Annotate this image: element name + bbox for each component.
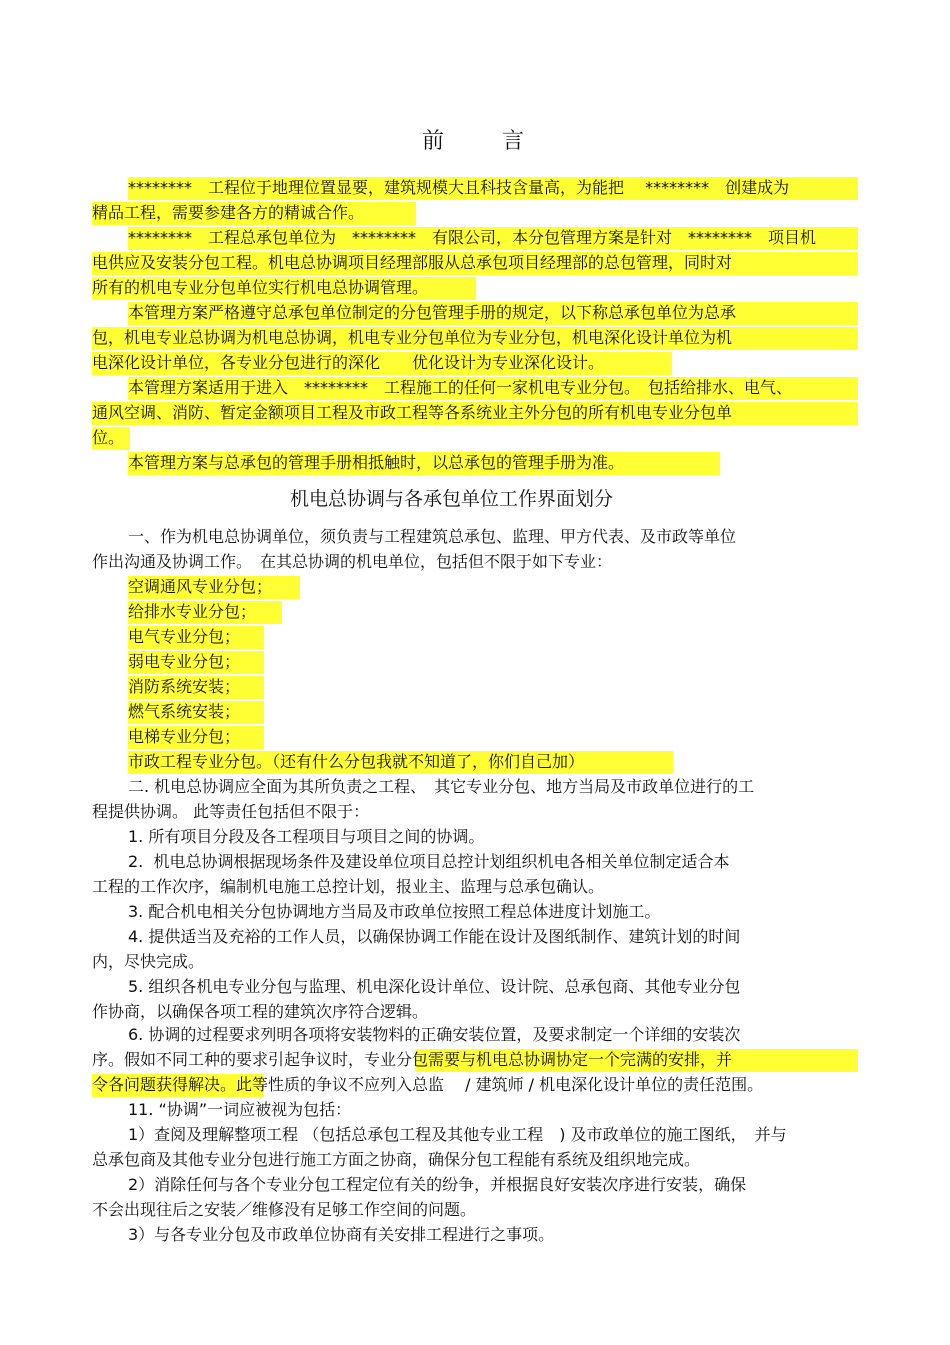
preface-line: 本管理方案严格遵守总承包单位制定的分包管理手册的规定，以下称总承包单位为总承 <box>128 303 737 322</box>
body-line: 2）消除任何与各个专业分包工程定位有关的纷争，并根据良好安装次序进行安装，确保 <box>128 1175 747 1194</box>
body-line: 6. 协调的过程要求列明各项将安装物料的正确安装位置，及要求制定一个详细的安装次 <box>128 1025 741 1044</box>
body-line: 3）与各专业分包及市政单位协商有关安排工程进行之事项。 <box>128 1225 555 1244</box>
specialty-item: 消防系统安装； <box>128 677 241 696</box>
preface-line: 位。 <box>92 428 125 447</box>
body-line: 1）查阅及理解整项工程 （包括总承包工程及其他专业工程 ) 及市政单位的施工图纸， 并与 <box>128 1125 787 1144</box>
body-line: 总承包商及其他专业分包进行施工方面之协商，确保分包工程能有系统及组织地完成。 <box>92 1150 701 1169</box>
specialty-item: 给排水专业分包； <box>128 602 257 621</box>
section-title: 机电总协调与各承包单位工作界面划分 <box>290 488 614 510</box>
title-right-char: 言 <box>502 129 527 154</box>
body-line: 4. 提供适当及充裕的工作人员，以确保协调工作能在设计及图纸制作、建筑计划的时间 <box>128 927 741 946</box>
preface-line: ******** 工程总承包单位为 ******** 有限公司，本分包管理方案是针对 ******** 项目机 <box>128 228 817 247</box>
intro-line: 作出沟通及协调工作。 在其总协调的机电单位，包括但不限于如下专业： <box>92 552 613 571</box>
specialty-item: 弱电专业分包； <box>128 652 241 671</box>
body-line: 程提供协调。 此等责任包括但不限于： <box>92 802 370 821</box>
preface-line: 精品工程，需要参建各方的精诚合作。 <box>92 203 365 222</box>
preface-line: 本管理方案与总承包的管理手册相抵触时，以总承包的管理手册为准。 <box>128 453 625 472</box>
body-line: 工程的工作次序，编制机电施工总控计划，报业主、监理与总承包确认。 <box>92 877 605 896</box>
specialty-item: 电气专业分包； <box>128 627 241 646</box>
specialty-item: 空调通风专业分包； <box>128 577 273 596</box>
preface-line: 所有的机电专业分包单位实行机电总协调管理。 <box>92 278 429 297</box>
body-line: 作协商，以确保各项工程的建筑次序符合逻辑。 <box>92 1002 429 1021</box>
body-line: 3. 配合机电相关分包协调地方当局及市政单位按照工程总体进度计划施工。 <box>128 902 661 921</box>
preface-line: 电供应及安装分包工程。机电总协调项目经理部服从总承包项目经理部的总包管理，同时对 <box>92 253 733 272</box>
body-line: 1. 所有项目分段及各工程项目与项目之间的协调。 <box>128 827 485 846</box>
preface-line: 电深化设计单位，各专业分包进行的深化 优化设计为专业深化设计。 <box>92 353 605 372</box>
preface-line: 本管理方案适用于进入 ******** 工程施工的任何一家机电专业分包。 包括给排水、电气、 <box>128 378 793 397</box>
preface-line: 包，机电专业总协调为机电总协调，机电专业分包单位为专业分包，机电深化设计单位为机 <box>92 328 733 347</box>
preface-line: ******** 工程位于地理位置显要，建筑规模大且科技含量高，为能把 ******** 创建成为 <box>128 178 790 197</box>
title-left-char: 前 <box>422 129 447 154</box>
body-line: 2. 机电总协调根据现场条件及建设单位项目总控计划组织机电各相关单位制定适合本 <box>128 852 730 871</box>
specialty-item: 燃气系统安装； <box>128 702 241 721</box>
specialty-item: 市政工程专业分包。（还有什么分包我就不知道了，你们自己加） <box>128 752 585 771</box>
specialty-item: 电梯专业分包； <box>128 727 241 746</box>
body-line: 11. “协调”一词应被视为包括： <box>128 1100 352 1119</box>
body-line: 不会出现往后之安装／维修没有足够工作空间的问题。 <box>92 1200 477 1219</box>
body-line: 5. 组织各机电专业分包与监理、机电深化设计单位、设计院、总承包商、其他专业分包 <box>128 977 741 996</box>
intro-line: 一、作为机电总协调单位，须负责与工程建筑总承包、监理、甲方代表、及市政等单位 <box>128 527 737 546</box>
body-line: 内，尽快完成。 <box>92 952 205 971</box>
preface-line: 通风空调、消防、暂定金额项目工程及市政工程等各系统业主外分包的所有机电专业分包单 <box>92 403 733 422</box>
body-line: 令各问题获得解决。此等性质的争议不应列入总监 / 建筑师 / 机电深化设计单位的责任范围。 <box>92 1075 764 1094</box>
body-line: 二. 机电总协调应全面为其所负责之工程、 其它专业分包、地方当局及市政单位进行的工 <box>128 777 755 796</box>
body-line: 序。假如不同工种的要求引起争议时，专业分包需要与机电总协调协定一个完满的安排，并 <box>92 1050 733 1069</box>
